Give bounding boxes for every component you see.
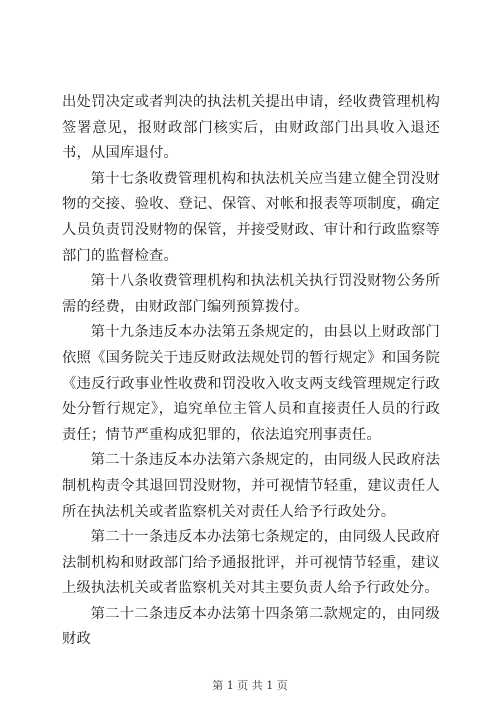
paragraph-article-18: 第十八条收费管理机构和执法机关执行罚没财物公务所需的经费，由财政部门编列预算拨付。 bbox=[62, 273, 440, 315]
paragraph-article-21: 第二十一条违反本办法第七条规定的，由同级人民政府法制机构和财政部门给予通报批评，并可视情节轻重，建议上级执法机关或者监察机关对其主要负责人给予行政处分。 bbox=[62, 529, 440, 597]
paragraph-article-20: 第二十条违反本办法第六条规定的，由同级人民政府法制机构责令其退回罚没财物，并可视情节轻重，建议责任人所在执法机关或者监察机关对责任人给予行政处分。 bbox=[62, 452, 440, 520]
paragraph-article-22: 第二十二条违反本办法第十四条第二款规定的，由同级财政 bbox=[62, 605, 440, 648]
page-number-footer: 第 1 页 共 1 页 bbox=[212, 679, 288, 692]
paragraph-continuation: 出处罚决定或者判决的执法机关提出申请，经收费管理机构签署意见，报财政部门核实后，由财政部门出具收入退还书，从国库退付。 bbox=[62, 94, 440, 162]
document-body bbox=[62, 90, 440, 653]
paragraph-article-17: 第十七条收费管理机构和执法机关应当建立健全罚没财物的交接、验收、登记、保管、对帐和报表等项制度，确定人员负责罚没财物的保管，并接受财政、审计和行政监察等部门的监督检查。 bbox=[62, 170, 440, 264]
paragraph-article-19: 第十九条违反本办法第五条规定的，由县以上财政部门依照《国务院关于违反财政法规处罚的暂行规定》和国务院《违反行政事业性收费和罚没收入收支两支线管理规定行政处分暂行规定》，追究单位主管人员和直接责任人员的行政责任；情节严重构成犯罪的，依法追究刑事责任。 bbox=[62, 324, 440, 443]
